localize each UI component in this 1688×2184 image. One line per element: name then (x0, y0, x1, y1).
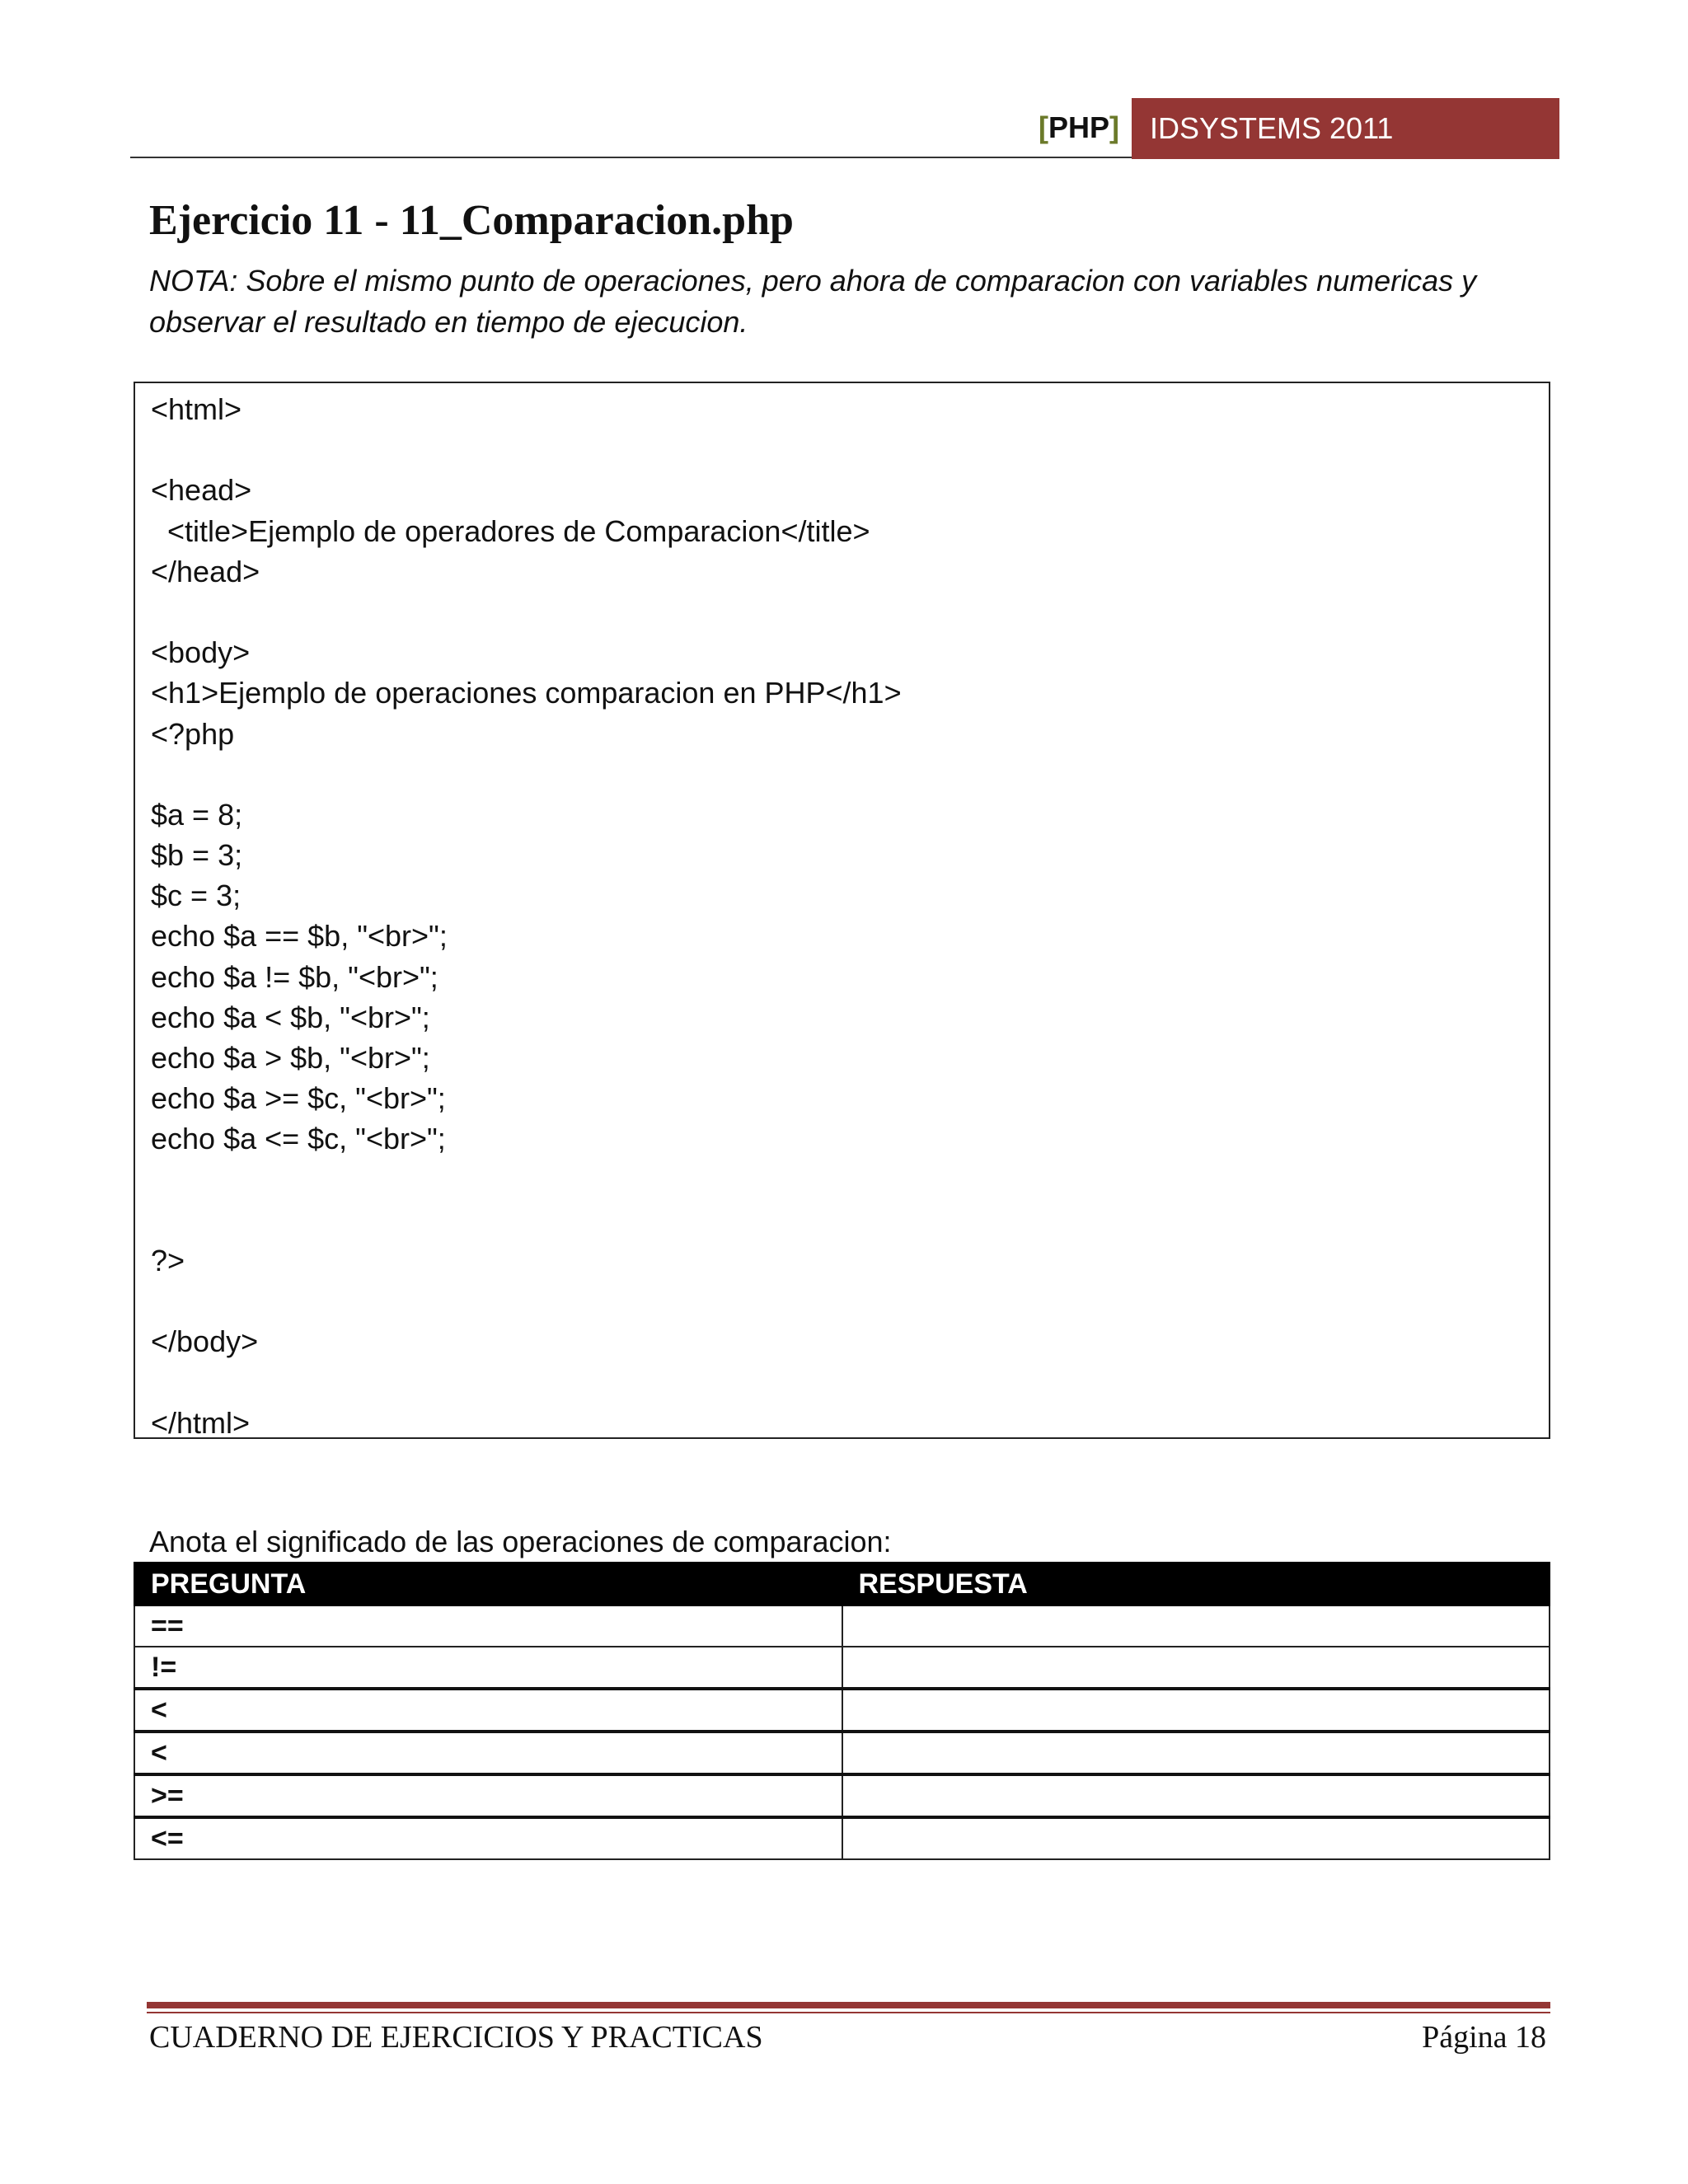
code-line: echo $a <= $c, "<br>"; (151, 1122, 446, 1156)
table-row (134, 1817, 1550, 1859)
code-line (151, 754, 1549, 794)
code-line (151, 429, 1549, 470)
code-line: <?php (151, 716, 235, 751)
footer-page-number: Página 18 (1422, 2020, 1546, 2055)
code-line (151, 1160, 1549, 1200)
footer-rule-thick (147, 2002, 1550, 2008)
code-line: echo $a > $b, "<br>"; (151, 1041, 430, 1075)
exercise-note: NOTA: Sobre el mismo punto de operaciones, pero ahora de comparacion con variables numericas y observar el resultado en tiempo de ejecucion. (149, 264, 1477, 339)
respuesta-cell[interactable] (842, 1647, 1550, 1689)
table-row (134, 1732, 1550, 1774)
code-line (151, 1281, 1549, 1321)
header-band: IDSYSTEMS 2011 (1132, 98, 1559, 159)
table-row (134, 1647, 1550, 1689)
code-line: <html> (151, 392, 242, 426)
bracket-close: ] (1109, 110, 1119, 144)
pregunta-cell: < (134, 1689, 842, 1732)
header-pregunta: PREGUNTA (134, 1563, 842, 1605)
code-line: </body> (151, 1324, 259, 1359)
respuesta-cell[interactable] (842, 1817, 1550, 1859)
code-line: <h1>Ejemplo de operaciones comparacion en PHP</h1> (151, 676, 902, 710)
code-line: echo $a >= $c, "<br>"; (151, 1081, 446, 1116)
code-line: echo $a < $b, "<br>"; (151, 1000, 430, 1034)
comparison-table (134, 1562, 1550, 1860)
table-header-row (134, 1563, 1550, 1605)
respuesta-cell[interactable] (842, 1605, 1550, 1647)
code-line: </html> (151, 1405, 251, 1440)
code-line: echo $a == $b, "<br>"; (151, 919, 448, 954)
table-row (134, 1774, 1550, 1817)
code-line: <title>Ejemplo de operadores de Comparacion</title> (151, 513, 870, 548)
respuesta-cell[interactable] (842, 1774, 1550, 1817)
footer-rule-thin (147, 2012, 1550, 2013)
header-respuesta: RESPUESTA (842, 1563, 1550, 1605)
table-caption: Anota el significado de las operaciones de comparacion: (149, 1525, 892, 1558)
pregunta-cell: == (134, 1605, 842, 1647)
code-line (151, 1362, 1549, 1403)
code-listing (134, 382, 1550, 1439)
code-line: $a = 8; (151, 797, 243, 832)
pregunta-cell: >= (134, 1774, 842, 1817)
code-line: $c = 3; (151, 879, 241, 913)
code-line: </head> (151, 554, 260, 588)
pregunta-cell: <= (134, 1817, 842, 1859)
code-line (151, 1200, 1549, 1240)
header-code-label: PHP (1048, 110, 1109, 144)
page-title: Ejercicio 11 - 11_Comparacion.php (149, 197, 794, 244)
bracket-open: [ (1038, 110, 1048, 144)
code-line: <body> (151, 635, 251, 670)
header-section-label (1039, 110, 1119, 146)
header-divider (130, 157, 1132, 158)
code-line: echo $a != $b, "<br>"; (151, 959, 438, 994)
pregunta-cell: < (134, 1732, 842, 1774)
respuesta-cell[interactable] (842, 1689, 1550, 1732)
footer-book-title: CUADERNO DE EJERCICIOS Y PRACTICAS (149, 2020, 763, 2055)
pregunta-cell: != (134, 1647, 842, 1689)
code-line: <head> (151, 473, 252, 508)
code-line (151, 592, 1549, 632)
table-row (134, 1605, 1550, 1647)
code-line: ?> (151, 1243, 185, 1277)
respuesta-cell[interactable] (842, 1732, 1550, 1774)
table-row (134, 1689, 1550, 1732)
code-line: $b = 3; (151, 838, 243, 873)
